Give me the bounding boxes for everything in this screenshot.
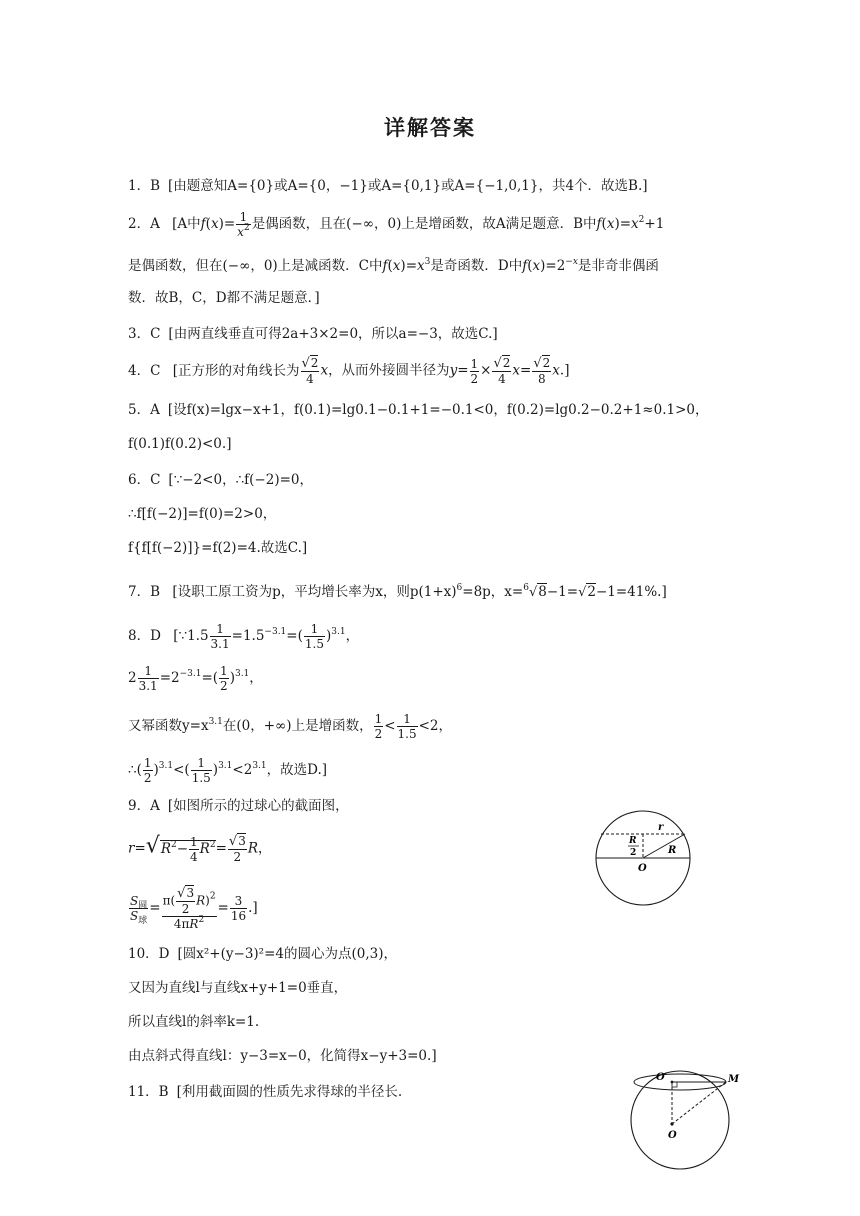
- answer-2-line2: 是偶函数，但在(−∞，0)上是减函数．C中$f(x)=x^3$是奇函数．D中$f(x)=2^{-x}$是非奇非偶函: [128, 257, 659, 274]
- answer-6-line1: 6．C [∵−2<0，∴f(−2)=0，: [128, 472, 313, 488]
- answer-11: 11．B [利用截面圆的性质先求得球的半径长.: [128, 1084, 403, 1100]
- answer-8-line3: 又幂函数$y=x^{3.1}$在(0，+∞)上是增函数， $\frac{1}{2}$ < $\frac{1}{1.5}$ <2，: [128, 712, 453, 741]
- answer-10-line1: 10．D [圆x²+(y−3)²=4的圆心为点(0,3)，: [128, 946, 397, 962]
- answer-6-line3: f{f[f(−2)]}=f(2)=4.故选C.]: [128, 540, 308, 556]
- sphere-section-figure: [618, 1062, 742, 1172]
- answer-7: 7．B [设职工原工资为p，平均增长率为x，则$p(1+x)^6=8p$，x=$^6$√8−1=√2−1=41%.]: [128, 583, 667, 600]
- answer-1: 1．B [由题意知A={0}或A={0，−1}或A={0,1}或A={−1,0,1}，共4个．故选B.]: [128, 178, 648, 194]
- svg-text:R: R: [629, 836, 637, 846]
- answer-4: 4．C [正方形的对角线长为 $\frac{√2}{4}$ x，从而外接圆半径为y= $\frac{1}{2}$ × $\frac{√2}{4}$ x= $\frac{√2}{8}$ x.]: [128, 356, 570, 386]
- answer-9-line3: $\frac{S_圆}{S_球}$ = π( $\frac{√3}{2}$ R)$^2$ $4\pi R^2$ = $\frac{3}{16}$ .]: [130, 886, 258, 931]
- answer-9-line2: $r=√R^2-$ $\frac{1}{4}$ $R^2=$ $\frac{√3}{2}$ R，: [128, 833, 272, 864]
- svg-text:2: 2: [630, 848, 637, 858]
- answer-8-line2: 2 $\frac{1}{3.1}$ $=2^{-3.1}=$( $\frac{1}{2}$ )$^{3.1}$，: [128, 664, 263, 693]
- answer-8-line1: 8．D [∵1.5 $\frac{1}{3.1}$ $=1.5^{-3.1}=$( $\frac{1}{1.5}$ )$^{3.1}$，: [128, 622, 360, 651]
- sphere-cross-section-figure: [594, 806, 694, 910]
- svg-text:O′: O′: [656, 1072, 668, 1083]
- answer-10-line4: 由点斜式得直线l：y−3=x−0，化简得x−y+3=0.]: [128, 1048, 437, 1064]
- svg-text:O: O: [668, 1130, 677, 1141]
- answer-8-line4: ∴( $\frac{1}{2}$ )$^{3.1}$<( $\frac{1}{1.5}$ )$^{3.1}<2^{3.1}$，故选D.]: [128, 756, 328, 785]
- answer-10-line3: 所以直线l的斜率k=1.: [128, 1014, 260, 1030]
- answer-3: 3．C [由两直线垂直可得2a+3×2=0，所以a=−3，故选C.]: [128, 326, 498, 342]
- answer-5-line1: 5．A [设f(x)=lgx−x+1，f(0.1)=lg0.1−0.1+1=−0.1<0，f(0.2)=lg0.2−0.2+1≈0.1>0，: [128, 402, 709, 418]
- answer-6-line2: ∴f[f(−2)]=f(0)=2>0，: [128, 506, 277, 522]
- answer-9-line1: 9．A [如图所示的过球心的截面图，: [128, 798, 349, 814]
- svg-text:r: r: [658, 822, 664, 833]
- answer-2-line1: 2．A [A中f(x)= $\frac{1}{x^2}$ 是偶函数，且在(−∞，0)上是增函数，故A满足题意．B中$f(x)=x^2+1$: [128, 210, 665, 239]
- svg-text:O: O: [638, 863, 647, 874]
- svg-text:R: R: [668, 845, 677, 856]
- answer-2-line3: 数．故B，C，D都不满足题意．]: [128, 290, 320, 306]
- answer-10-line2: 又因为直线l与直线x+y+1=0垂直，: [128, 980, 348, 996]
- answer-5-line2: f(0.1)f(0.2)<0.]: [128, 436, 232, 452]
- svg-text:M: M: [728, 1074, 740, 1085]
- page-title: 详解答案: [384, 116, 476, 140]
